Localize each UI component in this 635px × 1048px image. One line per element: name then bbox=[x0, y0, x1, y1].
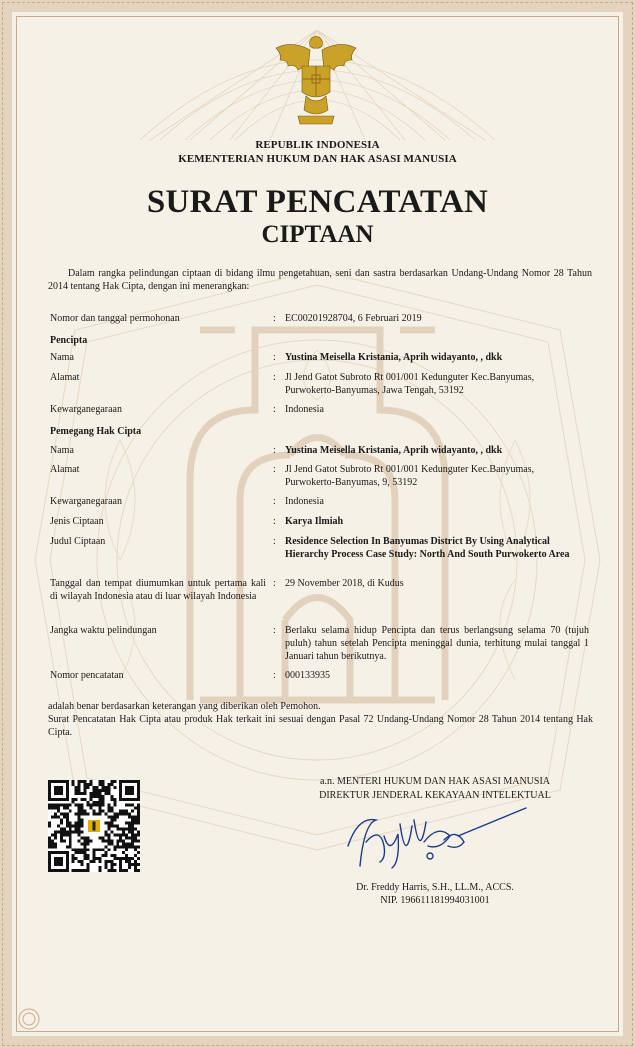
colon: : bbox=[273, 516, 276, 527]
record-number: 000133935 bbox=[285, 670, 330, 681]
protection-label: Jangka waktu pelindungan bbox=[50, 625, 157, 636]
ministry-heading: KEMENTERIAN HUKUM DAN HAK ASASI MANUSIA bbox=[178, 153, 457, 165]
protection-period: Berlaku selama hidup Pencipta dan terus berlangsung selama 70 (tujuh puluh) tahun setelah Pencipta meninggal dunia, terhitung mulai tanggal 1 Januari tahun berikutnya. bbox=[285, 625, 589, 662]
work-type: Karya Ilmiah bbox=[285, 516, 344, 527]
holder-address-line1: Jl Jend Gatot Subroto Rt 001/001 Kedunguter Kec.Banyumas, bbox=[285, 464, 535, 475]
work-title-label: Judul Ciptaan bbox=[50, 536, 106, 547]
document-title: SURAT PENCATATAN bbox=[146, 184, 489, 220]
work-published-label: Tanggal dan tempat diumumkan untuk pertama kali di wilayah Indonesia atau di luar wilayah Indonesia bbox=[50, 578, 266, 602]
document-subtitle: CIPTAAN bbox=[261, 221, 374, 248]
colon: : bbox=[273, 625, 276, 636]
creator-address-line1: Jl Jend Gatot Subroto Rt 001/001 Kedunguter Kec.Banyumas, bbox=[285, 372, 535, 383]
colon: : bbox=[273, 578, 276, 589]
creator-heading: Pencipta bbox=[50, 335, 88, 346]
holder-nationality-label: Kewarganegaraan bbox=[50, 496, 122, 507]
corner-seal-icon bbox=[18, 1008, 40, 1030]
application-label: Nomor dan tanggal permohonan bbox=[50, 313, 180, 324]
holder-name-label: Nama bbox=[50, 445, 74, 456]
footer-statement: adalah benar berdasarkan keterangan yang diberikan oleh Pemohon. bbox=[48, 701, 321, 712]
work-title: Residence Selection In Banyumas District By Using Analytical Hierarchy Process Case Study: North And South Purwokerto Area bbox=[285, 536, 570, 560]
holder-nationality: Indonesia bbox=[285, 496, 324, 507]
colon: : bbox=[273, 372, 276, 383]
work-type-label: Jenis Ciptaan bbox=[50, 516, 104, 527]
record-number-label: Nomor pencatatan bbox=[50, 670, 124, 681]
colon: : bbox=[273, 536, 276, 547]
intro-paragraph: Dalam rangka pelindungan ciptaan di bidang ilmu pengetahuan, seni dan sastra berdasarkan Undang-Undang Nomor 28 Tahun 2014 tentang Hak Cipta, dengan ini menerangkan: bbox=[48, 268, 592, 292]
colon: : bbox=[273, 352, 276, 363]
signatory-on-behalf: a.n. MENTERI HUKUM DAN HAK ASASI MANUSIA bbox=[320, 776, 550, 787]
creator-address-label: Alamat bbox=[50, 372, 80, 383]
colon: : bbox=[273, 445, 276, 456]
creator-nationality: Indonesia bbox=[285, 404, 324, 415]
qr-code-icon bbox=[48, 780, 140, 872]
republic-heading: REPUBLIK INDONESIA bbox=[255, 139, 380, 151]
colon: : bbox=[273, 496, 276, 507]
colon: : bbox=[273, 404, 276, 415]
colon: : bbox=[273, 313, 276, 324]
signatory-name: Dr. Freddy Harris, S.H., LL.M., ACCS. bbox=[356, 882, 514, 893]
signatory-position: DIREKTUR JENDERAL KEKAYAAN INTELEKTUAL bbox=[319, 790, 551, 801]
signature-icon bbox=[340, 806, 530, 878]
holder-heading: Pemegang Hak Cipta bbox=[50, 426, 142, 437]
garuda-emblem-icon bbox=[272, 30, 360, 128]
creator-nationality-label: Kewarganegaraan bbox=[50, 404, 122, 415]
holder-address-line2: Purwokerto-Banyumas, 9, 53192 bbox=[285, 477, 418, 488]
colon: : bbox=[273, 670, 276, 681]
holder-address-label: Alamat bbox=[50, 464, 80, 475]
application-value: EC00201928704, 6 Februari 2019 bbox=[285, 313, 422, 324]
holder-name: Yustina Meisella Kristania, Aprih widayanto, , dkk bbox=[285, 445, 503, 456]
footer-legal-note: Surat Pencatatan Hak Cipta atau produk Hak terkait ini sesuai dengan Pasal 72 Undang-Undang Nomor 28 Tahun 2014 tentang Hak Cipta. bbox=[48, 714, 593, 738]
work-published: 29 November 2018, di Kudus bbox=[285, 578, 404, 589]
creator-name-label: Nama bbox=[50, 352, 74, 363]
creator-address-line2: Purwokerto-Banyumas, Jawa Tengah, 53192 bbox=[285, 385, 464, 396]
creator-name: Yustina Meisella Kristania, Aprih widayanto, , dkk bbox=[285, 352, 503, 363]
colon: : bbox=[273, 464, 276, 475]
signatory-nip: NIP. 196611181994031001 bbox=[380, 895, 490, 906]
